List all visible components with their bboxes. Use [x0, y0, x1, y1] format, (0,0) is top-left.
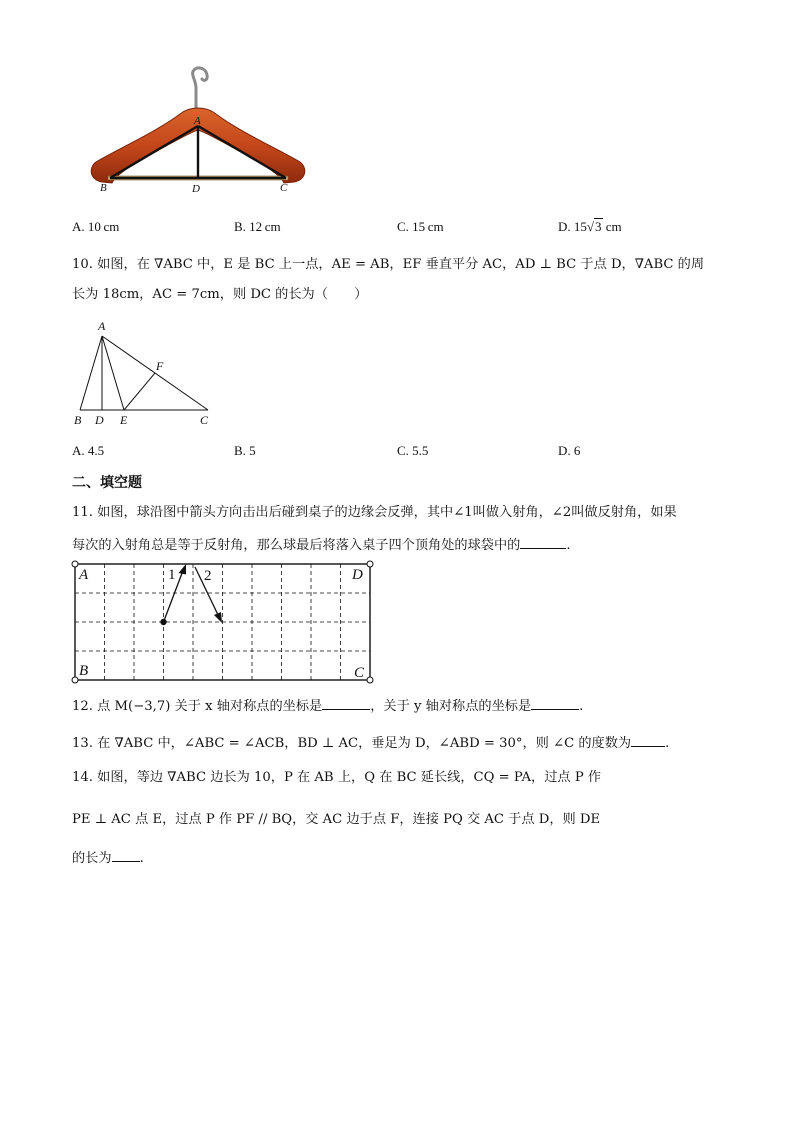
billiard-table-figure	[70, 559, 376, 687]
q10-label-d: D	[95, 413, 104, 427]
q13-line	[72, 733, 669, 754]
q12-answer-blank-1[interactable]	[322, 696, 370, 710]
q11-answer-blank[interactable]	[520, 535, 566, 549]
sqrt-symbol: √	[586, 219, 595, 234]
q10-option-c: C. 5.5	[397, 443, 429, 458]
q10-seg-ae	[102, 336, 124, 410]
q12-end: .	[579, 699, 584, 714]
q11-line-1: 11. 如图，球沿图中箭头方向击出后碰到桌子的边缘会反弹，其中∠1叫做入射角，∠2叫做反射角，如果	[72, 505, 677, 520]
table-grid	[75, 564, 370, 680]
q10-line-2: 长为 18cm，AC = 7cm，则 DC 的长为（ ）	[72, 287, 368, 302]
q9-option-d-prefix: D. 15	[558, 219, 587, 234]
pocket-b	[72, 677, 78, 683]
q13-answer-blank[interactable]	[631, 733, 665, 747]
table-label-b: B	[79, 663, 89, 679]
q10-line-1: 10. 如图，在 ∇ABC 中，E 是 BC 上一点，AE = AB，EF 垂直平分 AC，AD ⊥ BC 于点 D，∇ABC 的周	[72, 257, 705, 272]
q10-figure	[72, 318, 218, 430]
hanger-label-b: B	[100, 182, 107, 194]
hanger-label-a: A	[194, 115, 201, 127]
table-label-d: D	[352, 567, 363, 583]
q10-option-a: A. 4.5	[72, 443, 105, 458]
q14-line-2: PE ⊥ AC 点 E，过点 P 作 PF // BQ，交 AC 边于点 F，连接 PQ 交 AC 于点 D，则 DE	[72, 812, 601, 827]
hanger-label-d: D	[192, 183, 200, 195]
q14-line-3-text: 的长为	[72, 851, 112, 866]
q9-option-d	[558, 219, 622, 235]
q10-label-e: E	[120, 413, 128, 427]
hanger-figure	[80, 66, 316, 198]
q10-label-f: F	[156, 359, 164, 373]
q14-end: .	[139, 851, 144, 866]
q10-label-b: B	[74, 413, 82, 427]
q13-text: 13. 在 ∇ABC 中，∠ABC = ∠ACB，BD ⊥ AC，垂足为 D，∠ABD = 30°，则 ∠C 的度数为	[72, 736, 632, 751]
q9-option-b: B. 12 cm	[234, 219, 281, 234]
q12-part-1: 12. 点 M(−3,7) 关于 x 轴对称点的坐标是	[72, 699, 323, 714]
q11-line-2	[72, 535, 571, 556]
q10-label-a: A	[98, 319, 106, 333]
arrow-incident-head	[179, 564, 187, 575]
arrow-reflected-head	[214, 612, 222, 623]
hanger-hook	[193, 68, 208, 110]
q10-seg-ab	[80, 336, 102, 410]
hanger-label-c: C	[280, 182, 288, 194]
q11-line-2-end: .	[566, 538, 571, 553]
q14-line-3	[72, 848, 144, 869]
q12-answer-blank-2[interactable]	[531, 696, 579, 710]
q11-line-2-text: 每次的入射角总是等于反射角，那么球最后将落入桌子四个顶角处的球袋中的	[72, 538, 521, 553]
table-label-c: C	[354, 665, 365, 681]
angle-label-1: 1	[168, 567, 176, 583]
q10-option-b: B. 5	[234, 443, 256, 458]
q10-label-c: C	[200, 413, 209, 427]
pocket-d	[367, 561, 373, 567]
q9-option-d-unit: cm	[605, 219, 622, 234]
q9-option-d-radicand: 3	[595, 219, 602, 234]
q13-end: .	[665, 736, 670, 751]
q10-option-d: D. 6	[558, 443, 581, 458]
q9-option-a: A. 10 cm	[72, 219, 120, 234]
section-title: 二、填空题	[72, 475, 142, 491]
q12-part-2: ，关于 y 轴对称点的坐标是	[370, 699, 532, 714]
q14-answer-blank[interactable]	[112, 848, 140, 862]
q14-line-1: 14. 如图，等边 ∇ABC 边长为 10，P 在 AB 上，Q 在 BC 延长线，CQ = PA，过点 P 作	[72, 770, 602, 785]
q9-option-c: C. 15 cm	[397, 219, 444, 234]
table-label-a: A	[79, 567, 89, 583]
pocket-c	[367, 677, 373, 683]
q12-line	[72, 696, 583, 717]
angle-label-2: 2	[204, 568, 212, 584]
pocket-a	[72, 561, 78, 567]
q10-seg-ef	[124, 373, 155, 410]
